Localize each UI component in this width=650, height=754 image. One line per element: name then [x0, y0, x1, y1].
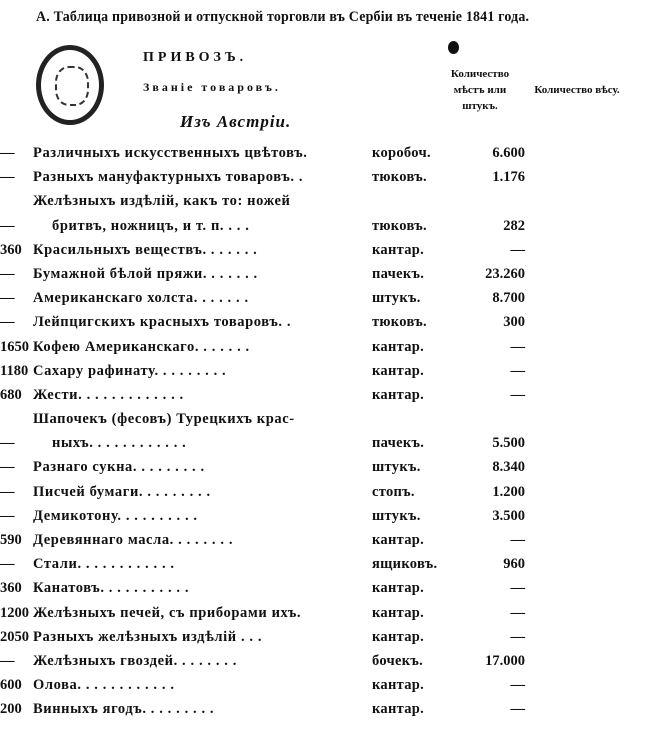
table-row [0, 165, 650, 189]
goods-name: Шапочекъ (фесовъ) Турецкихъ крас- [33, 411, 295, 428]
table-row [0, 189, 650, 213]
goods-name: Канатовъ. . . . . . . . . . . [33, 580, 190, 597]
unit: кантар. [372, 677, 425, 694]
unit: штукъ. [372, 507, 421, 524]
weight: 600 [0, 677, 22, 694]
weight: — [0, 435, 15, 452]
goods-name: Стали. . . . . . . . . . . . [33, 556, 175, 573]
goods-name: Демикотону. . . . . . . . . . [33, 507, 198, 524]
quantity: — [510, 386, 525, 403]
table-row [0, 649, 650, 673]
quantity: — [510, 701, 525, 718]
ink-blot [448, 41, 459, 54]
quantity: 8.700 [492, 290, 525, 307]
weight: 360 [0, 580, 22, 597]
column-header-qty: Количество мѣстъ или штукъ. [450, 68, 510, 112]
unit: тюковъ. [372, 217, 427, 234]
weight: — [0, 483, 15, 500]
table-row [0, 431, 650, 455]
weight: — [0, 290, 15, 307]
goods-name: Различныхъ искусственныхъ цвѣтовъ. [33, 145, 308, 161]
weight: 200 [0, 701, 22, 718]
weight: — [0, 459, 15, 476]
unit: кантар. [372, 241, 425, 258]
unit: кантар. [372, 580, 425, 597]
goods-name: Разныхъ желѣзныхъ издѣлій . . . [33, 628, 263, 645]
goods-name: Разныхъ мануфактурныхъ товаровъ. . [33, 169, 304, 186]
weight: — [0, 169, 15, 186]
quantity: — [510, 338, 525, 355]
subsection-heading: Изъ Австріи. [180, 112, 292, 131]
quantity: — [510, 362, 525, 379]
column-header-weight: Количество вѣсу. [534, 84, 620, 96]
table-row [0, 238, 650, 262]
section-heading: ПРИВОЗЪ. [143, 50, 248, 65]
goods-name: Кофею Американскаго. . . . . . . [33, 338, 250, 355]
weight: — [0, 314, 15, 331]
unit: ящиковъ. [372, 556, 438, 573]
table-row [0, 359, 650, 383]
table-row [0, 673, 650, 697]
table-row [0, 407, 650, 431]
table-row [0, 310, 650, 334]
weight: 680 [0, 386, 22, 403]
goods-name: Олова. . . . . . . . . . . . [33, 677, 175, 694]
quantity: 17.000 [485, 652, 525, 669]
table-title: А. Таблица привозной и отпускной торговли въ Сербіи въ теченіе 1841 года. [36, 9, 530, 25]
table-row [0, 528, 650, 552]
weight: — [0, 145, 15, 161]
goods-name: Сахару рафинату. . . . . . . . . [33, 362, 227, 379]
unit: штукъ. [372, 459, 421, 476]
unit: пачекъ. [372, 265, 425, 282]
library-stamp [36, 45, 104, 125]
unit: пачекъ. [372, 435, 425, 452]
unit: коробоч. [372, 145, 431, 161]
table-row [0, 480, 650, 504]
table-row [0, 262, 650, 286]
weight: — [0, 652, 15, 669]
quantity: — [510, 532, 525, 548]
table-row [0, 141, 650, 165]
unit: бочекъ. [372, 652, 424, 669]
quantity: — [510, 677, 525, 694]
column-header-name: Званіе товаровъ. [143, 80, 281, 94]
unit: кантар. [372, 701, 425, 718]
unit: тюковъ. [372, 169, 427, 186]
table-row [0, 576, 650, 600]
weight: — [0, 556, 15, 573]
quantity: 960 [503, 556, 525, 573]
quantity: 1.200 [492, 483, 525, 500]
table-row [0, 601, 650, 625]
weight: 2050 [0, 628, 29, 645]
table-row [0, 625, 650, 649]
unit: стопъ. [372, 483, 415, 500]
goods-name: Желѣзныхъ печей, съ приборами ихъ. [33, 604, 302, 621]
weight: 1650 [0, 338, 29, 355]
weight: — [0, 265, 15, 282]
goods-name: Лейпцигскихъ красныхъ товаровъ. . [33, 314, 292, 331]
goods-name: Жести. . . . . . . . . . . . . [33, 386, 184, 403]
quantity: 1.176 [492, 169, 525, 186]
quantity: 23.260 [485, 265, 525, 282]
goods-table [0, 141, 650, 722]
weight: 360 [0, 241, 22, 258]
weight: — [0, 217, 15, 234]
unit: кантар. [372, 386, 425, 403]
unit: кантар. [372, 628, 425, 645]
weight: — [0, 507, 15, 524]
goods-name: Деревяннаго масла. . . . . . . . [33, 532, 234, 548]
goods-name: Бумажной бѣлой пряжи. . . . . . . [33, 265, 258, 282]
goods-name: Винныхъ ягодъ. . . . . . . . . [33, 701, 215, 718]
table-row [0, 335, 650, 359]
quantity: 282 [503, 217, 525, 234]
goods-name: Желѣзныхъ издѣлій, какъ то: ножей [33, 193, 291, 210]
table-row [0, 286, 650, 310]
table-row [0, 383, 650, 407]
unit: кантар. [372, 604, 425, 621]
goods-name: Красильныхъ веществъ. . . . . . . [33, 241, 258, 258]
quantity: 6.600 [492, 145, 525, 161]
unit: тюковъ. [372, 314, 427, 331]
unit: кантар. [372, 532, 425, 548]
goods-name: Писчей бумаги. . . . . . . . . [33, 483, 211, 500]
quantity: 8.340 [492, 459, 525, 476]
quantity: — [510, 604, 525, 621]
unit: штукъ. [372, 290, 421, 307]
table-row [0, 552, 650, 576]
weight: 1200 [0, 604, 29, 621]
table-row [0, 504, 650, 528]
quantity: — [510, 628, 525, 645]
table-row [0, 455, 650, 479]
quantity: 5.500 [492, 435, 525, 452]
goods-name: бритвъ, ножницъ, и т. п. . . . [52, 217, 250, 234]
goods-name: Разнаго сукна. . . . . . . . . [33, 459, 205, 476]
table-row [0, 214, 650, 238]
table-row [0, 697, 650, 721]
quantity: 3.500 [492, 507, 525, 524]
quantity: 300 [503, 314, 525, 331]
goods-name: ныхъ. . . . . . . . . . . . [52, 435, 187, 452]
goods-name: Американскаго холста. . . . . . . [33, 290, 249, 307]
quantity: — [510, 241, 525, 258]
unit: кантар. [372, 338, 425, 355]
goods-name: Желѣзныхъ гвоздей. . . . . . . . [33, 652, 237, 669]
unit: кантар. [372, 362, 425, 379]
weight: 1180 [0, 362, 29, 379]
quantity: — [510, 580, 525, 597]
weight: 590 [0, 532, 22, 548]
